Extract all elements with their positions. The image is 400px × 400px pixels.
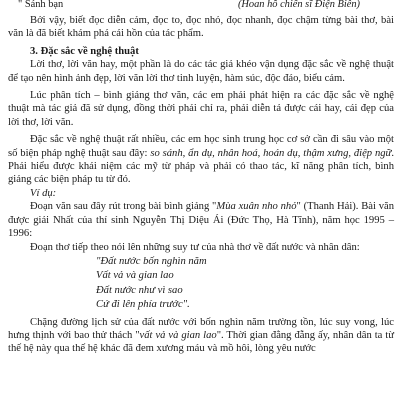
paragraph-5-text-b: " (Thanh Hải). Bài văn được giải Nhất của thí sinh Nguyễn Thị Diệu Ái (Đức Thọ, Hà Tĩnh), năm học 1995 – 1996:: [8, 201, 395, 240]
paragraph-5-text-a: Đoạn văn sau đây rút trong bài bình giảng ": [30, 201, 217, 213]
paragraph-4-devices: so sánh, ẩn dụ, nhân hoá, hoán dụ, thậm xưng, điệp ngữ: [150, 147, 392, 159]
paragraph-5-title: Mùa xuân nho nhỏ: [216, 201, 297, 213]
paragraph-3: Lúc phân tích – bình giảng thơ văn, các em phải phát hiện ra các đặc sắc về nghệ thuật mà tác giả đã sử dụng, đồng thời phải chỉ ra, phải diễn tả được cái hay, cái đẹp của lời thơ, lời văn.: [8, 90, 394, 128]
poem-line: Đất nước như vì sao: [96, 284, 183, 296]
paragraph-7-text-a: Chặng đường lịch sử của đất nước với bốn nghìn năm trường tồn, lúc suy vong, lúc hưng thịnh với bao thử thách ": [8, 316, 394, 341]
paragraph-1: Bởi vậy, biết đọc diễn cảm, đọc to, đọc nhỏ, đọc nhanh, đọc chậm từng bài thơ, bài văn là đã biết khám phá cái hồn của tác phẩm.: [8, 15, 394, 40]
paragraph-7-quote: vất vả và gian lao: [139, 329, 217, 341]
paragraph-6: Đoạn thơ tiếp theo nói lên những suy tư của nhà thơ về đất nước và nhân dân:: [30, 241, 360, 253]
paragraph-7-text-b: ". Thời gian đằng đẵng ấy, nhân dân ta từ thế hệ này qua thế hệ khác đã đem xương máu và mồ hôi, lòng yêu nước: [8, 329, 394, 355]
paragraph-2: Lời thơ, lời văn hay, một phần là do các tác giả khéo vận dụng đặc sắc về nghệ thuật để tạo nên hình ảnh đẹp, lời văn lời thơ tinh luyện, hàm súc, độc đáo, biểu cảm.: [8, 59, 394, 84]
source-note: (Hoan hỗ chiến sĩ Điện Biên): [237, 0, 360, 10]
paragraph-7: [8, 316, 394, 356]
poem-line: Vất vả và gian lao: [96, 270, 174, 282]
poem-line: "Đất nước bốn nghìn năm: [96, 255, 207, 267]
example-label: Ví dụ:: [30, 187, 57, 199]
poem-line: Cứ đi lên phía trước".: [96, 299, 190, 311]
header-fragment: " Sánh bạn: [18, 0, 64, 10]
paragraph-5: [8, 200, 394, 240]
poem-block: [96, 255, 394, 312]
paragraph-4-text-c: . Phải hiểu được khái niệm các mỹ từ pháp và phải có thao tác, kĩ năng phân tích, bình giảng các biện pháp tu từ đó.: [8, 147, 394, 186]
document-body: [8, 14, 394, 356]
paragraph-4: [8, 133, 394, 187]
paragraph-4-text-a: Đặc sắc về nghệ thuật rất nhiều, các em học sinh trung học cơ sở cần đi sâu vào một số biện pháp nghệ thuật sau đây:: [8, 134, 394, 159]
section-heading: 3. Đặc sắc về nghệ thuật: [30, 45, 139, 57]
